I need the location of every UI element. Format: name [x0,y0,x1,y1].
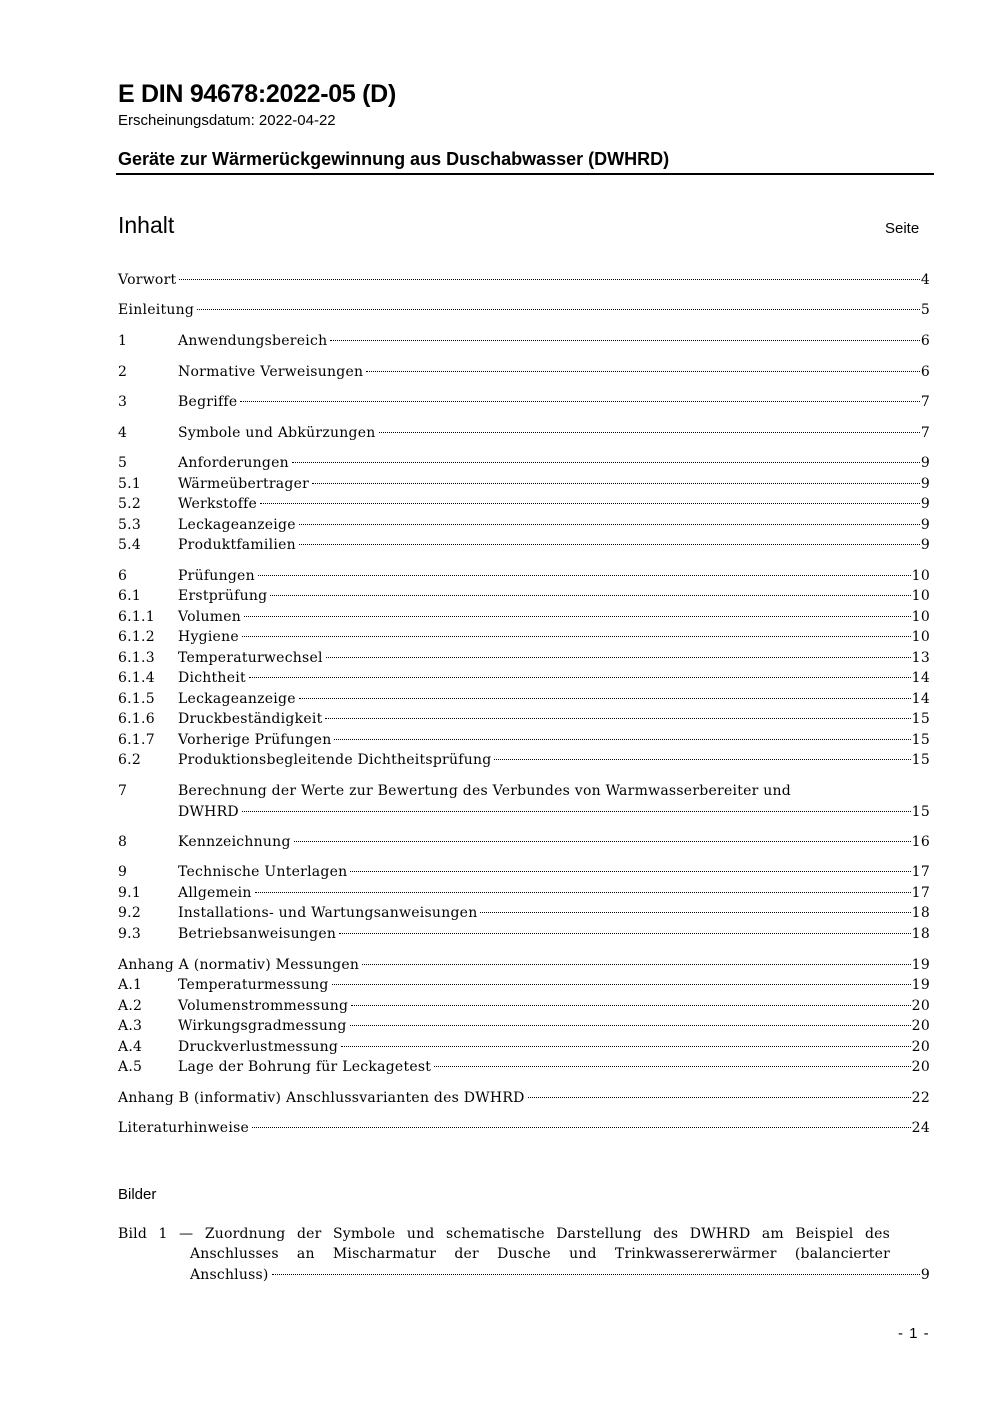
toc-leader-dots [240,401,919,402]
toc-entry[interactable] [118,730,930,750]
toc-leader-dots [270,595,910,596]
toc-leader-dots [260,503,920,504]
toc-entry[interactable] [118,689,930,709]
toc-entry-number: 6.1 [118,588,142,604]
toc-leader-dots [362,964,911,965]
toc-entry[interactable] [118,362,930,382]
toc-entry-title: Temperaturwechsel [178,650,323,666]
toc-entry[interactable] [118,648,930,668]
publication-date: Erscheinungsdatum: 2022-04-22 [118,112,336,129]
toc-entry[interactable] [118,955,930,975]
toc-entry-number: 1 [118,333,128,349]
toc-entry-number: 5.4 [118,537,142,553]
toc-leader-dots [242,636,911,637]
toc-entry[interactable] [118,1037,930,1057]
toc-leader-dots [299,544,920,545]
toc-leader-dots [434,1066,911,1067]
toc-entry-number: 6.2 [118,752,142,768]
toc-entry[interactable] [118,494,930,514]
toc-entry-title: Kennzeichnung [178,834,291,850]
toc-entry-page: 9 [920,476,930,492]
toc-entry[interactable] [118,331,930,351]
toc-entry-page: 18 [911,926,930,942]
toc-entry-title: Erstprüfung [178,588,268,604]
toc-page-column-label: Seite [885,220,920,237]
toc-entry-title: Vorherige Prüfungen [178,732,332,748]
toc-entry-title: Leckageanzeige [178,691,296,707]
toc-leader-dots [272,1274,920,1275]
toc-leader-dots [312,483,920,484]
toc-entry-number: A.2 [118,998,143,1014]
toc-entry[interactable] [118,996,930,1016]
toc-entry[interactable] [118,392,930,412]
toc-entry-title: Berechnung der Werte zur Bewertung des Verbundes von Warmwasserbereiter und [178,783,792,799]
toc-entry-number: A.3 [118,1018,143,1034]
toc-entry-number: 9.1 [118,885,142,901]
toc-entry[interactable] [118,300,930,320]
toc-entry[interactable] [118,924,930,944]
toc-entry-page: 15 [911,804,930,820]
toc-entry-title: Einleitung [118,302,195,318]
toc-entry-title: Anhang B (informativ) Anschlussvarianten des DWHRD [118,1090,525,1106]
toc-entry[interactable] [118,709,930,729]
toc-entry[interactable] [118,1118,930,1138]
document-id: E DIN 94678:2022-05 (D) [118,80,396,108]
toc-entry[interactable] [118,1057,930,1077]
toc-entry-number: A.1 [118,977,143,993]
toc-entry[interactable] [118,423,930,443]
toc-leader-dots [379,432,920,433]
toc-heading: Inhalt [118,212,175,238]
toc-entry[interactable] [118,975,930,995]
toc-entry-page: 9 [920,496,930,512]
toc-leader-dots [330,340,919,341]
toc-entry-page: 10 [911,609,930,625]
toc-entry[interactable] [118,1016,930,1036]
toc-entry-number: 5 [118,455,128,471]
document-title: Geräte zur Wärmerückgewinnung aus Duschabwasser (DWHRD) [118,149,670,169]
toc-leader-dots [528,1097,911,1098]
toc-entry[interactable] [118,270,930,290]
toc-entry-page: 15 [911,711,930,727]
toc-entry-number: 8 [118,834,128,850]
toc-entry[interactable] [118,566,930,586]
toc-entry-number: 5.1 [118,476,142,492]
toc-entry-page: 7 [920,425,930,441]
toc-entry-number: 3 [118,394,128,410]
toc-entry-page: 7 [920,394,930,410]
toc-entry-number: 6 [118,568,128,584]
toc-entry-page: 19 [911,957,930,973]
toc-entry-title: Anhang A (normativ) Messungen [118,957,360,973]
toc-entry-title: Volumen [178,609,242,625]
toc-entry-number: 9 [118,864,128,880]
toc-entry-title: Leckageanzeige [178,517,296,533]
toc-leader-dots [258,575,911,576]
toc-entry-number: 6.1.2 [118,629,155,645]
toc-entry-page: 22 [911,1090,930,1106]
toc-entry-title: Vorwort [118,272,177,288]
toc-entry[interactable] [118,627,930,647]
toc-leader-dots [249,677,911,678]
toc-leader-dots [299,698,911,699]
toc-entry-title: Anwendungsbereich [178,333,328,349]
toc-entry-page: 24 [911,1120,930,1136]
toc-leader-dots [292,462,920,463]
toc-entry-title: Betriebsanweisungen [178,926,337,942]
toc-entry-number: A.5 [118,1059,143,1075]
toc-entry[interactable] [118,453,930,473]
toc-entry-title: DWHRD [178,804,239,820]
toc-leader-dots [252,1127,911,1128]
toc-entry-title: Anforderungen [178,455,289,471]
toc-leader-dots [197,309,920,310]
toc-entry-page: 9 [920,517,930,533]
figures-heading: Bilder [118,1186,157,1203]
toc-leader-dots [332,984,911,985]
toc-entry-number: 6.1.1 [118,609,155,625]
toc-leader-dots [244,616,911,617]
figure-1-entry-last-line[interactable] [190,1265,930,1285]
toc-leader-dots [350,1025,911,1026]
figure-1-caption-line-3: Anschluss) [190,1267,269,1283]
toc-entry[interactable] [118,832,930,852]
toc-entry-page: 10 [911,629,930,645]
toc-entry-page: 20 [911,1039,930,1055]
toc-entry-title: Prüfungen [178,568,255,584]
toc-entry-number: 6.1.4 [118,670,155,686]
toc-entry-page: 18 [911,905,930,921]
toc-entry[interactable] [118,883,930,903]
toc-entry-title: Produktionsbegleitende Dichtheitsprüfung [178,752,492,768]
title-divider [116,173,934,175]
toc-leader-dots [242,811,911,812]
toc-entry-page: 13 [911,650,930,666]
toc-entry[interactable] [118,535,930,555]
toc-entry-number: 5.2 [118,496,142,512]
figure-1-caption-line-2[interactable]: Anschlusses an Mischarmatur der Dusche und Trinkwassererwärmer (balancierter [190,1246,890,1262]
toc-entry[interactable] [118,862,930,882]
toc-entry-number: 7 [118,783,128,799]
toc-entry-title: Technische Unterlagen [178,864,348,880]
toc-entry-page: 9 [920,455,930,471]
toc-entry[interactable] [118,668,930,688]
toc-leader-dots [179,279,919,280]
toc-entry-number: 6.1.7 [118,732,155,748]
toc-entry-title: Dichtheit [178,670,246,686]
toc-entry-title: Druckverlustmessung [178,1039,339,1055]
toc-leader-dots [255,892,911,893]
toc-entry-page: 5 [920,302,930,318]
toc-entry-title: Begriffe [178,394,238,410]
toc-entry-number: 9.3 [118,926,142,942]
toc-entry-page: 16 [911,834,930,850]
toc-entry[interactable] [118,781,930,801]
toc-entry-page: 15 [911,732,930,748]
toc-entry-page: 14 [911,691,930,707]
toc-entry-title: Wärmeübertrager [178,476,310,492]
toc-entry-page: 20 [911,1018,930,1034]
toc-entry-number: 2 [118,364,128,380]
toc-leader-dots [334,739,910,740]
toc-entry-title: Werkstoffe [178,496,258,512]
toc-leader-dots [326,657,911,658]
toc-entry-title: Allgemein [178,885,252,901]
toc-entry-number: 4 [118,425,128,441]
toc-leader-dots [339,933,911,934]
toc-entry[interactable] [118,750,930,770]
toc-entry[interactable] [118,474,930,494]
toc-leader-dots [494,759,910,760]
toc-entry-title: Lage der Bohrung für Leckagetest [178,1059,432,1075]
toc-entry-number: 9.2 [118,905,142,921]
toc-entry-title: Installations- und Wartungsanweisungen [178,905,478,921]
toc-entry-page: 9 [920,537,930,553]
toc-entry-page: 6 [920,333,930,349]
toc-leader-dots [351,1005,910,1006]
toc-entry-title: Produktfamilien [178,537,296,553]
toc-entry-page: 20 [911,1059,930,1075]
toc-entry-title: Druckbeständigkeit [178,711,323,727]
toc-entry-number: 6.1.6 [118,711,155,727]
toc-entry-number: 6.1.5 [118,691,155,707]
toc-entry-page: 6 [920,364,930,380]
toc-entry[interactable] [118,607,930,627]
toc-entry-title: Literaturhinweise [118,1120,250,1136]
toc-entry-page: 4 [920,272,930,288]
toc-entry[interactable] [118,1088,930,1108]
toc-entry[interactable] [118,586,930,606]
toc-entry-title: Temperaturmessung [178,977,329,993]
toc-entry-page: 14 [911,670,930,686]
toc-entry[interactable] [118,802,930,822]
toc-leader-dots [350,871,910,872]
toc-entry-page: 10 [911,568,930,584]
toc-entry-number: A.4 [118,1039,143,1055]
toc-entry-page: 15 [911,752,930,768]
figure-1-caption-line-1[interactable]: Bild 1 — Zuordnung der Symbole und schematische Darstellung des DWHRD am Beispiel des [118,1226,890,1242]
toc-entry-title: Volumenstrommessung [178,998,349,1014]
toc-entry-page: 17 [911,885,930,901]
toc-entry-title: Symbole und Abkürzungen [178,425,376,441]
toc-entry[interactable] [118,515,930,535]
figure-1-page: 9 [920,1267,930,1283]
page-number: - 1 - [898,1325,930,1342]
toc-entry-page: 10 [911,588,930,604]
toc-leader-dots [480,912,910,913]
toc-entry[interactable] [118,903,930,923]
toc-entry-title: Wirkungsgradmessung [178,1018,347,1034]
toc-leader-dots [325,718,910,719]
toc-leader-dots [366,371,920,372]
toc-entry-title: Hygiene [178,629,239,645]
toc-entry-page: 17 [911,864,930,880]
toc-leader-dots [341,1046,911,1047]
toc-entry-number: 5.3 [118,517,142,533]
toc-leader-dots [294,841,911,842]
toc-entry-page: 20 [911,998,930,1014]
toc-entry-number: 6.1.3 [118,650,155,666]
toc-entry-page: 19 [911,977,930,993]
toc-leader-dots [299,524,920,525]
toc-entry-title: Normative Verweisungen [178,364,364,380]
